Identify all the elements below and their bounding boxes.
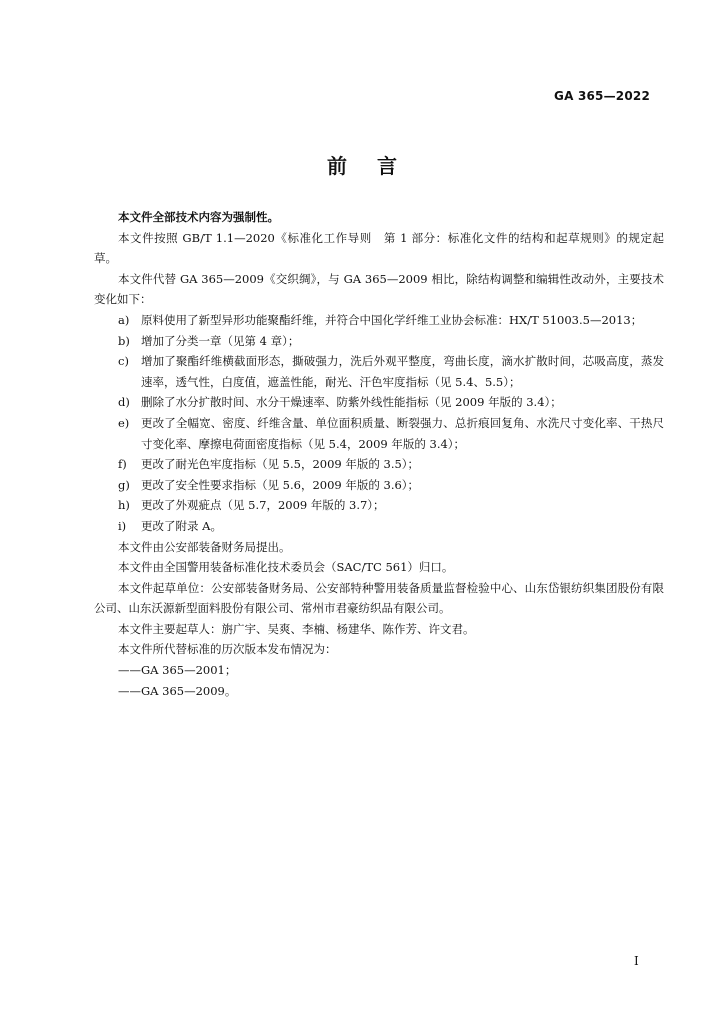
drafting-rules-paragraph: 本文件按照 GB/T 1.1—2020《标准化工作导则 第 1 部分：标准化文件的结构和起草规则》的规定起草。 <box>94 230 664 266</box>
list-marker: b) <box>118 333 130 348</box>
replacement-paragraph: 本文件代替 GA 365—2009《交织绸》，与 GA 365—2009 相比，除结构调整和编辑性改动外，主要技术变化如下： <box>94 271 664 307</box>
list-marker: d) <box>118 395 130 410</box>
list-text: 原料使用了新型异形功能聚酯纤维，并符合中国化学纤维工业协会标准：HX/T 51003.5—2013； <box>141 312 643 327</box>
document-body <box>94 207 664 701</box>
mandatory-statement: 本文件全部技术内容为强制性。 <box>118 210 279 224</box>
list-text: 增加了聚酯纤维横截面形态，撕破强力，洗后外观平整度，弯曲长度，滴水扩散时间，芯吸高度，蒸发速率，透气性，白度值，遮盖性能，耐光、汗色牢度指标（见 5.4、5.5）； <box>141 354 664 389</box>
list-item <box>94 475 664 496</box>
list-marker: f) <box>118 457 127 472</box>
list-item <box>94 413 664 454</box>
list-marker: e) <box>118 415 130 430</box>
list-marker: h) <box>118 498 130 513</box>
list-marker: i) <box>118 518 127 533</box>
list-item <box>94 351 664 392</box>
list-text: 增加了分类一章（见第 4 章）； <box>141 333 300 348</box>
list-marker: g) <box>118 477 130 492</box>
list-text: 更改了附录 A。 <box>141 518 222 533</box>
list-item <box>94 454 664 475</box>
drafters-paragraph: 本文件主要起草人：旃广宇、吴爽、李楠、杨建华、陈作芳、许文君。 <box>118 621 475 636</box>
page-title: 前言 <box>327 154 427 178</box>
committee-paragraph: 本文件由全国警用装备标准化技术委员会（SAC/TC 561）归口。 <box>118 560 454 575</box>
list-text: 更改了耐光色牢度指标（见 5.5，2009 年版的 3.5）； <box>141 457 420 472</box>
list-item <box>94 331 664 352</box>
history-item: ——GA 365—2001； <box>118 663 237 678</box>
list-marker: a) <box>118 312 130 327</box>
list-item <box>94 310 664 331</box>
list-item <box>94 516 664 537</box>
list-text: 删除了水分扩散时间、水分干燥速率、防紫外线性能指标（见 2009 年版的 3.4）； <box>141 395 562 410</box>
changes-list <box>94 310 664 537</box>
list-text: 更改了安全性要求指标（见 5.6，2009 年版的 3.6）； <box>141 477 420 492</box>
list-text: 更改了外观疵点（见 5.7，2009 年版的 3.7）； <box>141 498 385 513</box>
document-code: GA 365—2022 <box>554 89 650 103</box>
list-marker: c) <box>118 354 129 369</box>
list-item <box>94 495 664 516</box>
page-number: I <box>634 954 639 968</box>
list-item <box>94 392 664 413</box>
history-intro-paragraph: 本文件所代替标准的历次版本发布情况为： <box>118 642 337 657</box>
proposer-paragraph: 本文件由公安部装备财务局提出。 <box>118 539 291 554</box>
drafting-units-paragraph: 本文件起草单位：公安部装备财务局、公安部特种警用装备质量监督检验中心、山东岱银纺织集团股份有限公司、山东沃源新型面料股份有限公司、常州市君豪纺织品有限公司。 <box>94 580 664 616</box>
history-item: ——GA 365—2009。 <box>118 683 237 698</box>
list-text: 更改了全幅宽、密度、纤维含量、单位面积质量、断裂强力、总折痕回复角、水洗尺寸变化率、干热尺寸变化率、摩擦电荷面密度指标（见 5.4，2009 年版的 3.4）； <box>141 415 664 451</box>
